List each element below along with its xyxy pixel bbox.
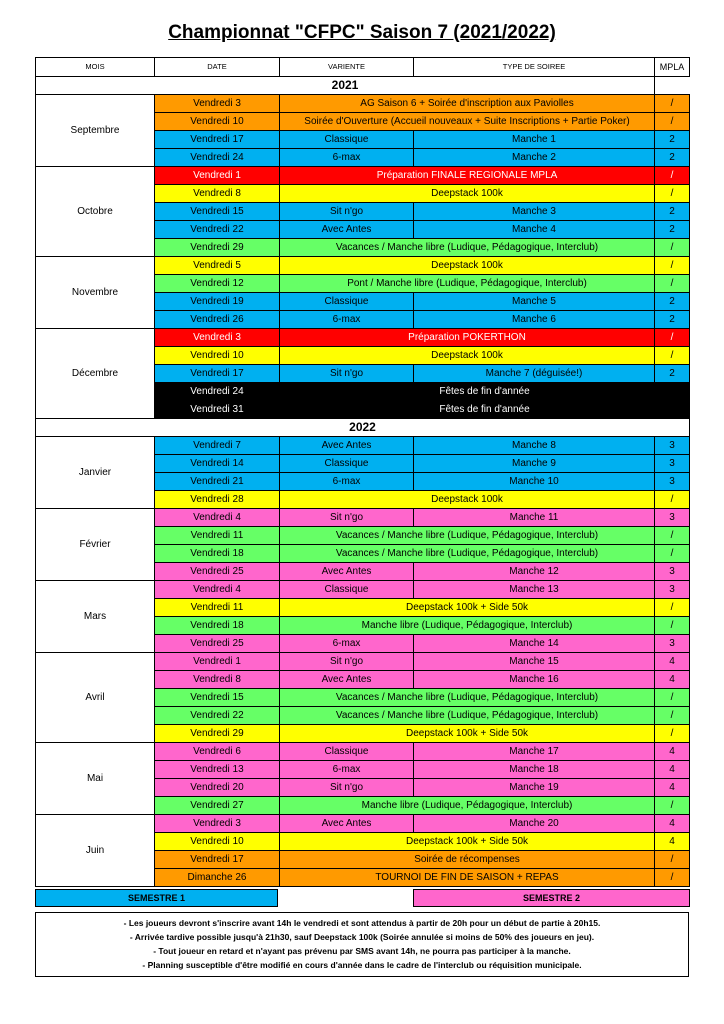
- type-cell: Manche 15: [414, 653, 655, 671]
- header-date: DATE: [155, 58, 280, 77]
- header-row: [36, 58, 690, 77]
- table-row: [36, 743, 690, 761]
- legend-semestre-2: SEMESTRE 2: [413, 889, 690, 907]
- type-cell: Vacances / Manche libre (Ludique, Pédagogique, Interclub): [280, 545, 655, 563]
- type-cell: Manche 13: [414, 581, 655, 599]
- date-cell: Vendredi 11: [155, 599, 280, 617]
- variante-cell: Classique: [280, 743, 414, 761]
- type-cell: Fêtes de fin d'année: [280, 401, 690, 419]
- table-row: [36, 95, 690, 113]
- date-cell: Vendredi 4: [155, 509, 280, 527]
- mpla-cell: /: [655, 869, 690, 887]
- mpla-cell: 2: [655, 131, 690, 149]
- month-cell: Novembre: [36, 257, 155, 329]
- date-cell: Vendredi 1: [155, 653, 280, 671]
- date-cell: Vendredi 31: [155, 401, 280, 419]
- header-type: TYPE DE SOIREE: [414, 58, 655, 77]
- mpla-cell: 4: [655, 761, 690, 779]
- mpla-cell: 4: [655, 671, 690, 689]
- note-line: - Arrivée tardive possible jusqu'à 21h30, sauf Deepstack 100k (Soirée annulée si moins de 50% des joueurs en jeu).: [129, 932, 595, 942]
- type-cell: Manche 3: [414, 203, 655, 221]
- mpla-cell: 4: [655, 743, 690, 761]
- type-cell: Deepstack 100k: [280, 257, 655, 275]
- date-cell: Vendredi 3: [155, 815, 280, 833]
- date-cell: Vendredi 22: [155, 707, 280, 725]
- date-cell: Vendredi 27: [155, 797, 280, 815]
- variante-cell: Avec Antes: [280, 671, 414, 689]
- type-cell: AG Saison 6 + Soirée d'inscription aux Paviolles: [280, 95, 655, 113]
- table-row: [36, 653, 690, 671]
- mpla-cell: /: [655, 95, 690, 113]
- type-cell: Préparation POKERTHON: [280, 329, 655, 347]
- mpla-cell: /: [655, 491, 690, 509]
- type-cell: Pont / Manche libre (Ludique, Pédagogique, Interclub): [280, 275, 655, 293]
- header-mois: MOIS: [36, 58, 155, 77]
- type-cell: Manche 4: [414, 221, 655, 239]
- mpla-cell: /: [655, 599, 690, 617]
- date-cell: Vendredi 10: [155, 113, 280, 131]
- mpla-cell: /: [655, 617, 690, 635]
- variante-cell: 6-max: [280, 635, 414, 653]
- variante-cell: Sit n'go: [280, 509, 414, 527]
- mpla-cell: 4: [655, 833, 690, 851]
- mpla-cell: /: [655, 707, 690, 725]
- date-cell: Vendredi 24: [155, 149, 280, 167]
- type-cell: Manche libre (Ludique, Pédagogique, Interclub): [280, 797, 655, 815]
- mpla-cell: 4: [655, 815, 690, 833]
- date-cell: Vendredi 13: [155, 761, 280, 779]
- type-cell: Manche 6: [414, 311, 655, 329]
- mpla-cell: 2: [655, 149, 690, 167]
- mpla-cell: /: [655, 257, 690, 275]
- date-cell: Vendredi 5: [155, 257, 280, 275]
- notes-box: [35, 912, 689, 977]
- mpla-cell: 3: [655, 509, 690, 527]
- mpla-cell: 3: [655, 455, 690, 473]
- variante-cell: 6-max: [280, 473, 414, 491]
- type-cell: Manche 5: [414, 293, 655, 311]
- type-cell: Manche 16: [414, 671, 655, 689]
- date-cell: Vendredi 4: [155, 581, 280, 599]
- variante-cell: Sit n'go: [280, 653, 414, 671]
- variante-cell: Sit n'go: [280, 203, 414, 221]
- date-cell: Vendredi 29: [155, 725, 280, 743]
- variante-cell: 6-max: [280, 761, 414, 779]
- month-cell: Janvier: [36, 437, 155, 509]
- type-cell: Préparation FINALE REGIONALE MPLA: [280, 167, 655, 185]
- date-cell: Vendredi 18: [155, 617, 280, 635]
- month-cell: Février: [36, 509, 155, 581]
- year-label: 2021: [36, 77, 655, 95]
- date-cell: Vendredi 26: [155, 311, 280, 329]
- mpla-cell: /: [655, 239, 690, 257]
- date-cell: Vendredi 14: [155, 455, 280, 473]
- variante-cell: Sit n'go: [280, 779, 414, 797]
- header-variante: VARIENTE: [280, 58, 414, 77]
- mpla-cell: /: [655, 329, 690, 347]
- mpla-cell: /: [655, 167, 690, 185]
- date-cell: Vendredi 24: [155, 383, 280, 401]
- date-cell: Vendredi 21: [155, 473, 280, 491]
- mpla-cell: /: [655, 545, 690, 563]
- mpla-cell: /: [655, 725, 690, 743]
- date-cell: Vendredi 17: [155, 851, 280, 869]
- type-cell: Manche 18: [414, 761, 655, 779]
- month-cell: Décembre: [36, 329, 155, 419]
- date-cell: Vendredi 22: [155, 221, 280, 239]
- type-cell: Manche 17: [414, 743, 655, 761]
- date-cell: Vendredi 17: [155, 131, 280, 149]
- mpla-cell: /: [655, 527, 690, 545]
- year-row: [36, 419, 690, 437]
- date-cell: Vendredi 11: [155, 527, 280, 545]
- variante-cell: Avec Antes: [280, 563, 414, 581]
- type-cell: Manche 9: [414, 455, 655, 473]
- legend-semestre-1: SEMESTRE 1: [35, 889, 278, 907]
- mpla-cell: 3: [655, 581, 690, 599]
- type-cell: Vacances / Manche libre (Ludique, Pédagogique, Interclub): [280, 527, 655, 545]
- date-cell: Vendredi 15: [155, 689, 280, 707]
- variante-cell: Avec Antes: [280, 221, 414, 239]
- date-cell: Vendredi 20: [155, 779, 280, 797]
- mpla-cell: 3: [655, 437, 690, 455]
- mpla-cell: 2: [655, 311, 690, 329]
- date-cell: Vendredi 10: [155, 833, 280, 851]
- type-cell: Manche 11: [414, 509, 655, 527]
- type-cell: Soirée d'Ouverture (Accueil nouveaux + Suite Inscriptions + Partie Poker): [280, 113, 655, 131]
- mpla-cell: 3: [655, 635, 690, 653]
- year-row: [36, 77, 690, 95]
- type-cell: Manche libre (Ludique, Pédagogique, Interclub): [280, 617, 655, 635]
- date-cell: Vendredi 3: [155, 95, 280, 113]
- table-row: [36, 167, 690, 185]
- type-cell: Manche 19: [414, 779, 655, 797]
- type-cell: Manche 2: [414, 149, 655, 167]
- date-cell: Vendredi 7: [155, 437, 280, 455]
- variante-cell: Classique: [280, 581, 414, 599]
- table-row: [36, 581, 690, 599]
- type-cell: Manche 20: [414, 815, 655, 833]
- date-cell: Vendredi 15: [155, 203, 280, 221]
- mpla-cell: 4: [655, 779, 690, 797]
- month-cell: Juin: [36, 815, 155, 887]
- month-cell: Septembre: [36, 95, 155, 167]
- type-cell: Deepstack 100k: [280, 185, 655, 203]
- date-cell: Vendredi 6: [155, 743, 280, 761]
- variante-cell: Classique: [280, 131, 414, 149]
- date-cell: Vendredi 8: [155, 185, 280, 203]
- mpla-cell: /: [655, 689, 690, 707]
- type-cell: Vacances / Manche libre (Ludique, Pédagogique, Interclub): [280, 689, 655, 707]
- mpla-cell: 2: [655, 293, 690, 311]
- year-label: 2022: [36, 419, 690, 437]
- date-cell: Dimanche 26: [155, 869, 280, 887]
- date-cell: Vendredi 25: [155, 563, 280, 581]
- month-cell: Octobre: [36, 167, 155, 257]
- date-cell: Vendredi 10: [155, 347, 280, 365]
- type-cell: Deepstack 100k + Side 50k: [280, 599, 655, 617]
- type-cell: Manche 12: [414, 563, 655, 581]
- schedule-table: [35, 57, 690, 887]
- type-cell: TOURNOI DE FIN DE SAISON + REPAS: [280, 869, 655, 887]
- type-cell: Manche 14: [414, 635, 655, 653]
- mpla-cell: /: [655, 347, 690, 365]
- mpla-cell: /: [655, 113, 690, 131]
- mpla-cell: 3: [655, 563, 690, 581]
- mpla-cell: 2: [655, 365, 690, 383]
- type-cell: Vacances / Manche libre (Ludique, Pédagogique, Interclub): [280, 239, 655, 257]
- variante-cell: 6-max: [280, 311, 414, 329]
- type-cell: Manche 10: [414, 473, 655, 491]
- type-cell: Deepstack 100k: [280, 347, 655, 365]
- schedule-body: [36, 77, 690, 887]
- type-cell: Manche 7 (déguisée!): [414, 365, 655, 383]
- variante-cell: Avec Antes: [280, 815, 414, 833]
- table-row: [36, 437, 690, 455]
- date-cell: Vendredi 12: [155, 275, 280, 293]
- type-cell: Deepstack 100k + Side 50k: [280, 725, 655, 743]
- table-row: [36, 329, 690, 347]
- note-line: - Planning susceptible d'être modifié en cours d'année dans le cadre de l'interclub ou réquisition municipale.: [142, 960, 582, 970]
- mpla-cell: /: [655, 851, 690, 869]
- variante-cell: 6-max: [280, 149, 414, 167]
- date-cell: Vendredi 3: [155, 329, 280, 347]
- variante-cell: Classique: [280, 293, 414, 311]
- date-cell: Vendredi 17: [155, 365, 280, 383]
- variante-cell: Avec Antes: [280, 437, 414, 455]
- header-mpla: MPLA: [655, 58, 690, 77]
- note-line: - Les joueurs devront s'inscrire avant 14h le vendredi et sont attendus à partir de 20h pour un début de partie à 20h15.: [123, 918, 601, 928]
- mpla-cell: 3: [655, 473, 690, 491]
- page-title: Championnat "CFPC" Saison 7 (2021/2022): [168, 22, 556, 43]
- date-cell: Vendredi 1: [155, 167, 280, 185]
- date-cell: Vendredi 29: [155, 239, 280, 257]
- mpla-cell: /: [655, 797, 690, 815]
- date-cell: Vendredi 25: [155, 635, 280, 653]
- date-cell: Vendredi 19: [155, 293, 280, 311]
- table-row: [36, 815, 690, 833]
- type-cell: Deepstack 100k + Side 50k: [280, 833, 655, 851]
- date-cell: Vendredi 18: [155, 545, 280, 563]
- note-line: - Tout joueur en retard et n'ayant pas prévenu par SMS avant 14h, ne pourra pas participer à la manche.: [153, 946, 571, 956]
- type-cell: Vacances / Manche libre (Ludique, Pédagogique, Interclub): [280, 707, 655, 725]
- variante-cell: Sit n'go: [280, 365, 414, 383]
- mpla-cell: /: [655, 275, 690, 293]
- type-cell: Fêtes de fin d'année: [280, 383, 690, 401]
- mpla-cell: 2: [655, 203, 690, 221]
- date-cell: Vendredi 8: [155, 671, 280, 689]
- type-cell: Soirée de récompenses: [280, 851, 655, 869]
- mpla-cell: /: [655, 185, 690, 203]
- month-cell: Mars: [36, 581, 155, 653]
- mpla-cell: 2: [655, 221, 690, 239]
- type-cell: Deepstack 100k: [280, 491, 655, 509]
- date-cell: Vendredi 28: [155, 491, 280, 509]
- type-cell: Manche 8: [414, 437, 655, 455]
- table-row: [36, 257, 690, 275]
- month-cell: Mai: [36, 743, 155, 815]
- mpla-cell: 4: [655, 653, 690, 671]
- month-cell: Avril: [36, 653, 155, 743]
- type-cell: Manche 1: [414, 131, 655, 149]
- variante-cell: Classique: [280, 455, 414, 473]
- table-row: [36, 509, 690, 527]
